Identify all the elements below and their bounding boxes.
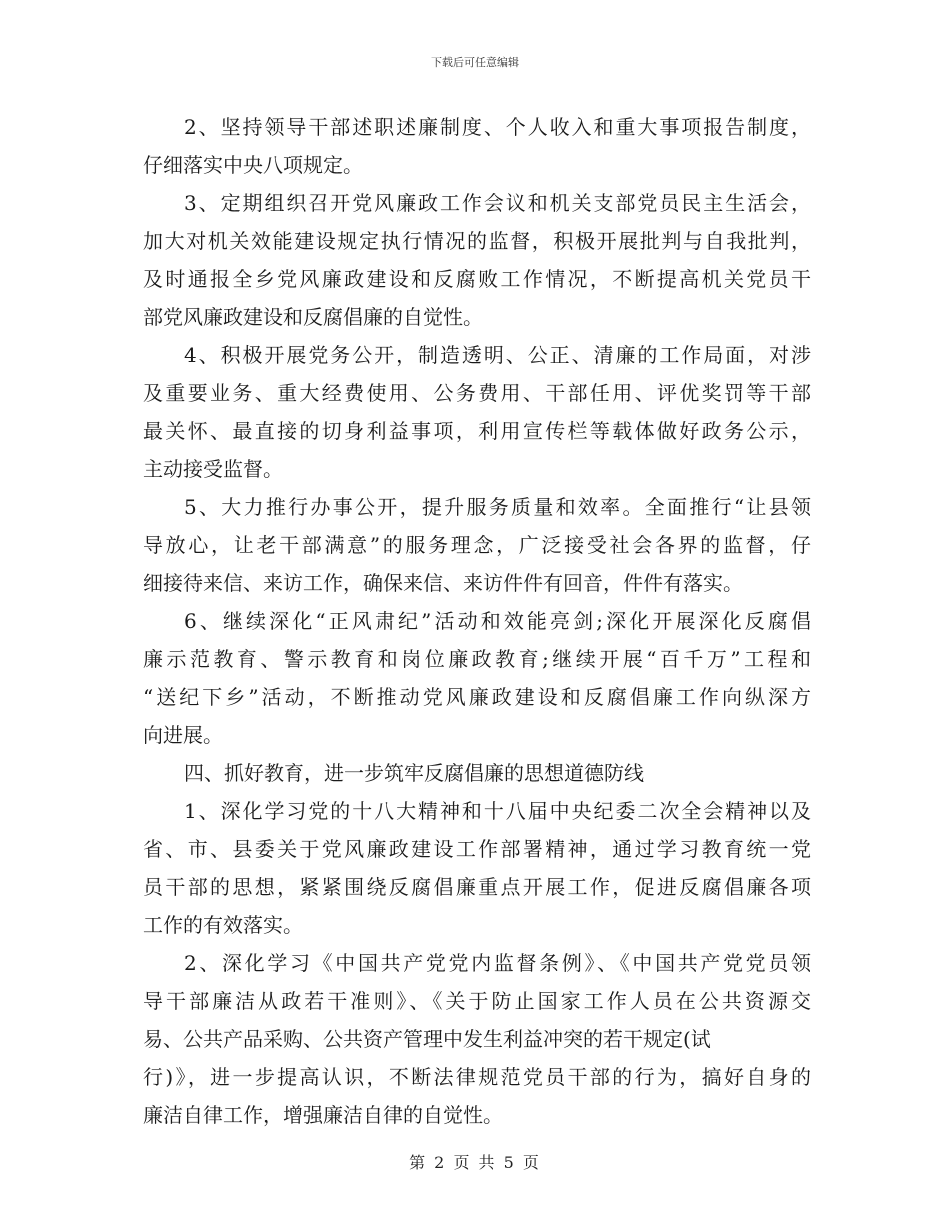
section-heading <box>143 754 811 792</box>
page-footer: 第 2 页 共 5 页 <box>409 1153 541 1172</box>
paragraph <box>143 488 811 602</box>
text-line: 4、积极开展党务公开，制造透明、公正、清廉的工作局面，对涉 <box>184 343 811 367</box>
paragraph <box>143 602 811 754</box>
text-line: 导放心，让老干部满意”的服务理念，广泛接受社会各界的监督，仔 <box>143 533 811 557</box>
text-line: 主动接受监督。 <box>143 457 283 481</box>
text-line: 3、定期组织召开党风廉政工作会议和机关支部党员民主生活会， <box>184 191 811 215</box>
paragraph <box>143 792 811 944</box>
paragraph <box>143 184 811 336</box>
text-line: 细接待来信、来访工作，确保来信、来访件件有回音，件件有落实。 <box>143 571 743 595</box>
text-line: 易、公共产品采购、公共资产管理中发生利益冲突的若干规定(试 <box>143 1027 711 1051</box>
header-note: 下载后可任意编辑 <box>431 56 519 69</box>
text-line: 仔细落实中央八项规定。 <box>143 153 363 177</box>
text-line: 省、市、县委关于党风廉政建设工作部署精神，通过学习教育统一党 <box>143 837 811 861</box>
text-line: 行)》，进一步提高认识，不断法律规范党员干部的行为，搞好自身的 <box>143 1065 811 1089</box>
text-line: 2、深化学习《中国共产党党内监督条例》、《中国共产党党员领 <box>184 951 811 975</box>
text-line: 1、深化学习党的十八大精神和十八届中央纪委二次全会精神以及 <box>184 799 811 823</box>
text-line: 向进展。 <box>143 723 223 747</box>
text-line: 廉示范教育、警示教育和岗位廉政教育;继续开展“百千万”工程和 <box>143 647 811 671</box>
text-line: “送纪下乡”活动，不断推动党风廉政建设和反腐倡廉工作向纵深方 <box>143 685 811 709</box>
text-line: 及时通报全乡党风廉政建设和反腐败工作情况，不断提高机关党员干 <box>143 267 811 291</box>
text-line: 最关怀、最直接的切身利益事项，利用宣传栏等载体做好政务公示， <box>143 419 811 443</box>
text-line: 员干部的思想，紧紧围绕反腐倡廉重点开展工作，促进反腐倡廉各项 <box>143 875 811 899</box>
text-line: 四、抓好教育，进一步筑牢反腐倡廉的思想道德防线 <box>184 761 644 785</box>
paragraph <box>143 336 811 488</box>
text-line: 部党风廉政建设和反腐倡廉的自觉性。 <box>143 305 483 329</box>
text-line: 廉洁自律工作，增强廉洁自律的自觉性。 <box>143 1103 503 1127</box>
paragraph <box>143 944 811 1134</box>
paragraph <box>143 108 811 184</box>
text-line: 导干部廉洁从政若干准则》、《关于防止国家工作人员在公共资源交 <box>143 989 811 1013</box>
text-line: 及重要业务、重大经费使用、公务费用、干部任用、评优奖罚等干部 <box>143 381 811 405</box>
document-body <box>143 108 811 1134</box>
text-line: 加大对机关效能建设规定执行情况的监督，积极开展批判与自我批判， <box>143 229 811 253</box>
text-line: 5、大力推行办事公开，提升服务质量和效率。全面推行“让县领 <box>184 495 811 519</box>
text-line: 2、坚持领导干部述职述廉制度、个人收入和重大事项报告制度， <box>184 115 811 139</box>
text-line: 6、继续深化“正风肃纪”活动和效能亮剑;深化开展深化反腐倡 <box>184 609 811 633</box>
text-line: 工作的有效落实。 <box>143 913 303 937</box>
